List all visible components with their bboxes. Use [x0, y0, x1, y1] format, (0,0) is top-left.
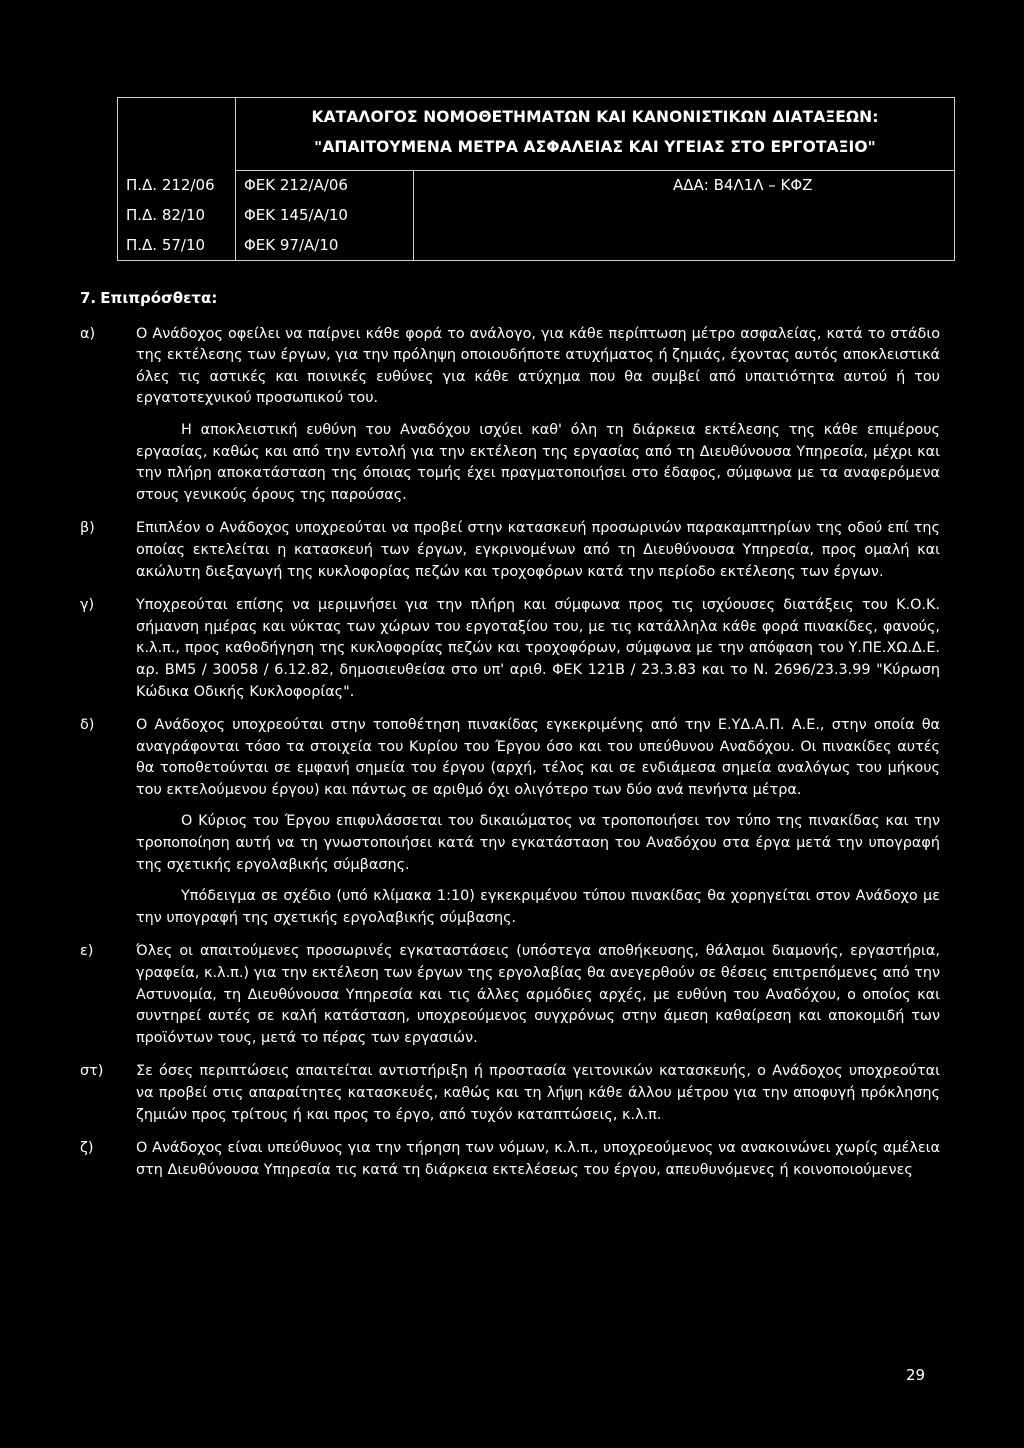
- list-item-label: γ): [80, 597, 95, 614]
- paragraph: Ο Ανάδοχος είναι υπεύθυνος για την τήρηση των νόμων, κ.λ.π., υποχρεούμενος να ανακοινώνει χωρίς αμέλεια στη Διευθύνουσα Υπηρεσία τις κατά τη διάρκεια εκτελέσεως του έργου, απευθυνόμενες ή κοινοποιούμενες: [136, 1140, 940, 1178]
- list-item-label: ζ): [80, 1140, 94, 1157]
- header-title-line2: "ΑΠΑΙΤΟΥΜΕΝΑ ΜΕΤΡΑ ΑΣΦΑΛΕΙΑΣ ΚΑΙ ΥΓΕΙΑΣ ΣΤΟ ΕΡΓΟΤΑΞΙΟ": [314, 138, 876, 156]
- section-number: 7.: [80, 289, 97, 307]
- list-item-body: [136, 518, 940, 583]
- header-pd-1: Π.Δ. 212/06: [126, 176, 215, 194]
- paragraph: Η αποκλειστική ευθύνη του Αναδόχου ισχύει καθ' όλη τη διάρκεια εκτέλεσης της κάθε επιμέρους εργασίας, καθώς και από την εντολή για την εκτέλεση της εργασίας από τη Διευθύνουσα Υπηρεσία, μέχρι και την πλήρη αποκατάσταση της όποιας τομής έχει πραγματοποιήσει στο έδαφος, σύμφωνα με τα αναφερόμενα στους γενικούς όρους της παρούσας.: [136, 421, 940, 503]
- header-divider: [235, 170, 954, 171]
- paragraph: Ο Ανάδοχος υποχρεούται στην τοποθέτηση πινακίδας εγκεκριμένης από την Ε.ΥΔ.Α.Π. Α.Ε., στην οποία θα αναγράφονται τόσο τα στοιχεία του Κυρίου του Έργου όσο και του υπεύθυνου Αναδόχου. Οι πινακίδες αυτές θα τοποθετούνται σε εμφανή σημεία του έργου (αρχή, τέλος και σε ενδιάμεσα σημεία αναλόγως του μήκους του εκτελούμενου έργου) και πάντως σε αριθμό όχι ολιγότερο των δύο ανά πενήντα μέτρα.: [136, 717, 940, 798]
- list-item: [80, 518, 940, 583]
- list-item: [80, 941, 940, 1049]
- document-body: [80, 288, 940, 1193]
- paragraph: Ο Ανάδοχος οφείλει να παίρνει κάθε φορά το ανάλογο, για κάθε περίπτωση μέτρο ασφαλείας, κατά το στάδιο της εκτέλεσης των έργων, για την πρόληψη οποιουδήποτε ατυχήματος ή ζημιάς, έχοντας αυτός αποκλειστικά όλες τις αστικές και ποινικές ευθύνες για κάθε ατύχημα που θα συμβεί από υπαιτιότητα αυτού ή του εργατοτεχνικού προσωπικού του.: [136, 325, 940, 407]
- list-item: [80, 1138, 940, 1181]
- header-pd-2: Π.Δ. 82/10: [126, 206, 206, 224]
- list-item-label: β): [80, 520, 95, 537]
- section-title: Επιπρόσθετα:: [100, 289, 218, 307]
- header-ada: ΑΔΑ: Β4Λ1Λ – ΚΦΖ: [673, 176, 813, 194]
- header-divider: [413, 170, 414, 260]
- list-item-label: α): [80, 325, 96, 342]
- list-item-body: [136, 941, 940, 1049]
- paragraph: Ο Κύριος του Έργου επιφυλάσσεται του δικαιώματος να τροποποιήσει τον τύπο της πινακίδας και την τροποποίηση αυτή να τη γνωστοποιήσει κατά την εγκατάσταση του Αναδόχου στα έργα μετά την υπογραφή της σχετικής εργολαβικής σύμβασης.: [136, 813, 940, 873]
- item-list: [80, 324, 940, 1182]
- header-fek-2: ΦΕΚ 145/Α/10: [244, 206, 348, 224]
- page-number: 29: [906, 1366, 926, 1384]
- list-item-label: στ): [80, 1063, 104, 1080]
- paragraph: Υποχρεούται επίσης να μεριμνήσει για την πλήρη και σύμφωνα προς τις ισχύουσες διατάξεις του Κ.Ο.Κ. σήμανση ημέρας και νύκτας των χώρων του εργοταξίου του, με τις κατάλληλα κάθε φορά πινακίδες, φανούς, κ.λ.π., προς καθοδήγηση της κυκλοφορίας πεζών και τροχοφόρων, σύμφωνα με την απόφαση του Υ.ΠΕ.ΧΩ.Δ.Ε. αρ. ΒΜ5 / 30058 / 6.12.82, δημοσιευθείσα στο υπ' αριθ. ΦΕΚ 121Β / 23.3.83 και το Ν. 2696/23.3.99 "Κύρωση Κώδικα Οδικής Κυκλοφορίας".: [136, 597, 940, 700]
- list-item-body: [136, 1138, 940, 1181]
- section-heading: [80, 288, 940, 310]
- list-item: [80, 324, 940, 507]
- paragraph: Υπόδειγμα σε σχέδιο (υπό κλίμακα 1:10) εγκεκριμένου τύπου πινακίδας θα χορηγείται στον Ανάδοχο με την υπογραφή της σχετικής εργολαβικής σύμβασης.: [136, 888, 940, 926]
- list-item: [80, 1061, 940, 1126]
- list-item-label: ε): [80, 943, 94, 960]
- list-item-body: [136, 715, 940, 929]
- list-item-body: [136, 324, 940, 507]
- header-pd-3: Π.Δ. 57/10: [126, 236, 206, 254]
- header-title-line1: ΚΑΤΑΛΟΓΟΣ ΝΟΜΟΘΕΤΗΜΑΤΩΝ ΚΑΙ ΚΑΝΟΝΙΣΤΙΚΩΝ ΔΙΑΤΑΞΕΩΝ:: [311, 108, 879, 126]
- header-fek-1: ΦΕΚ 212/Α/06: [244, 176, 348, 194]
- header-table: [117, 97, 955, 261]
- list-item-body: [136, 1061, 940, 1126]
- list-item: [80, 715, 940, 929]
- paragraph: Σε όσες περιπτώσεις απαιτείται αντιστήριξη ή προστασία γειτονικών κατασκευής, ο Ανάδοχος υποχρεούται να προβεί στις απαραίτητες κατασκευές, καθώς και τη λήψη κάθε άλλου μέτρου για την αποφυγή πρόκλησης ζημιών προς τρίτους ή και προς το έργο, από τυχόν καταπτώσεις, κ.λ.π.: [136, 1063, 940, 1123]
- header-fek-3: ΦΕΚ 97/Α/10: [244, 236, 339, 254]
- list-item-body: [136, 595, 940, 703]
- paragraph: Όλες οι απαιτούμενες προσωρινές εγκαταστάσεις (υπόστεγα αποθήκευσης, θάλαμοι διαμονής, εργαστήρια, γραφεία, κ.λ.π.) για την εκτέλεση των έργων της εργολαβίας θα ανεγερθούν σε θέσεις επιτρεπόμενες από την Αστυνομία, τη Διευθύνουσα Υπηρεσία και τις άλλες αρμόδιες αρχές, με ευθύνη του Αναδόχου, ο οποίος και συντηρεί αυτές σε καλή κατάσταση, υποχρεούμενος συγχρόνως στην άμεση καθαίρεση και αποκομιδή των προϊόντων τους, μετά το πέρας των εργασιών.: [136, 943, 940, 1046]
- list-item: [80, 595, 940, 703]
- paragraph: Επιπλέον ο Ανάδοχος υποχρεούται να προβεί στην κατασκευή προσωρινών παρακαμπτηρίων της οδού επί της οποίας εκτελείται η κατασκευή των έργων, εγκρινομένων από τη Διευθύνουσα Υπηρεσία, προς ομαλή και ακώλυτη διεξαγωγή της κυκλοφορίας πεζών και τροχοφόρων κατά την περίοδο εκτέλεσης των έργων.: [136, 520, 940, 580]
- list-item-label: δ): [80, 717, 95, 734]
